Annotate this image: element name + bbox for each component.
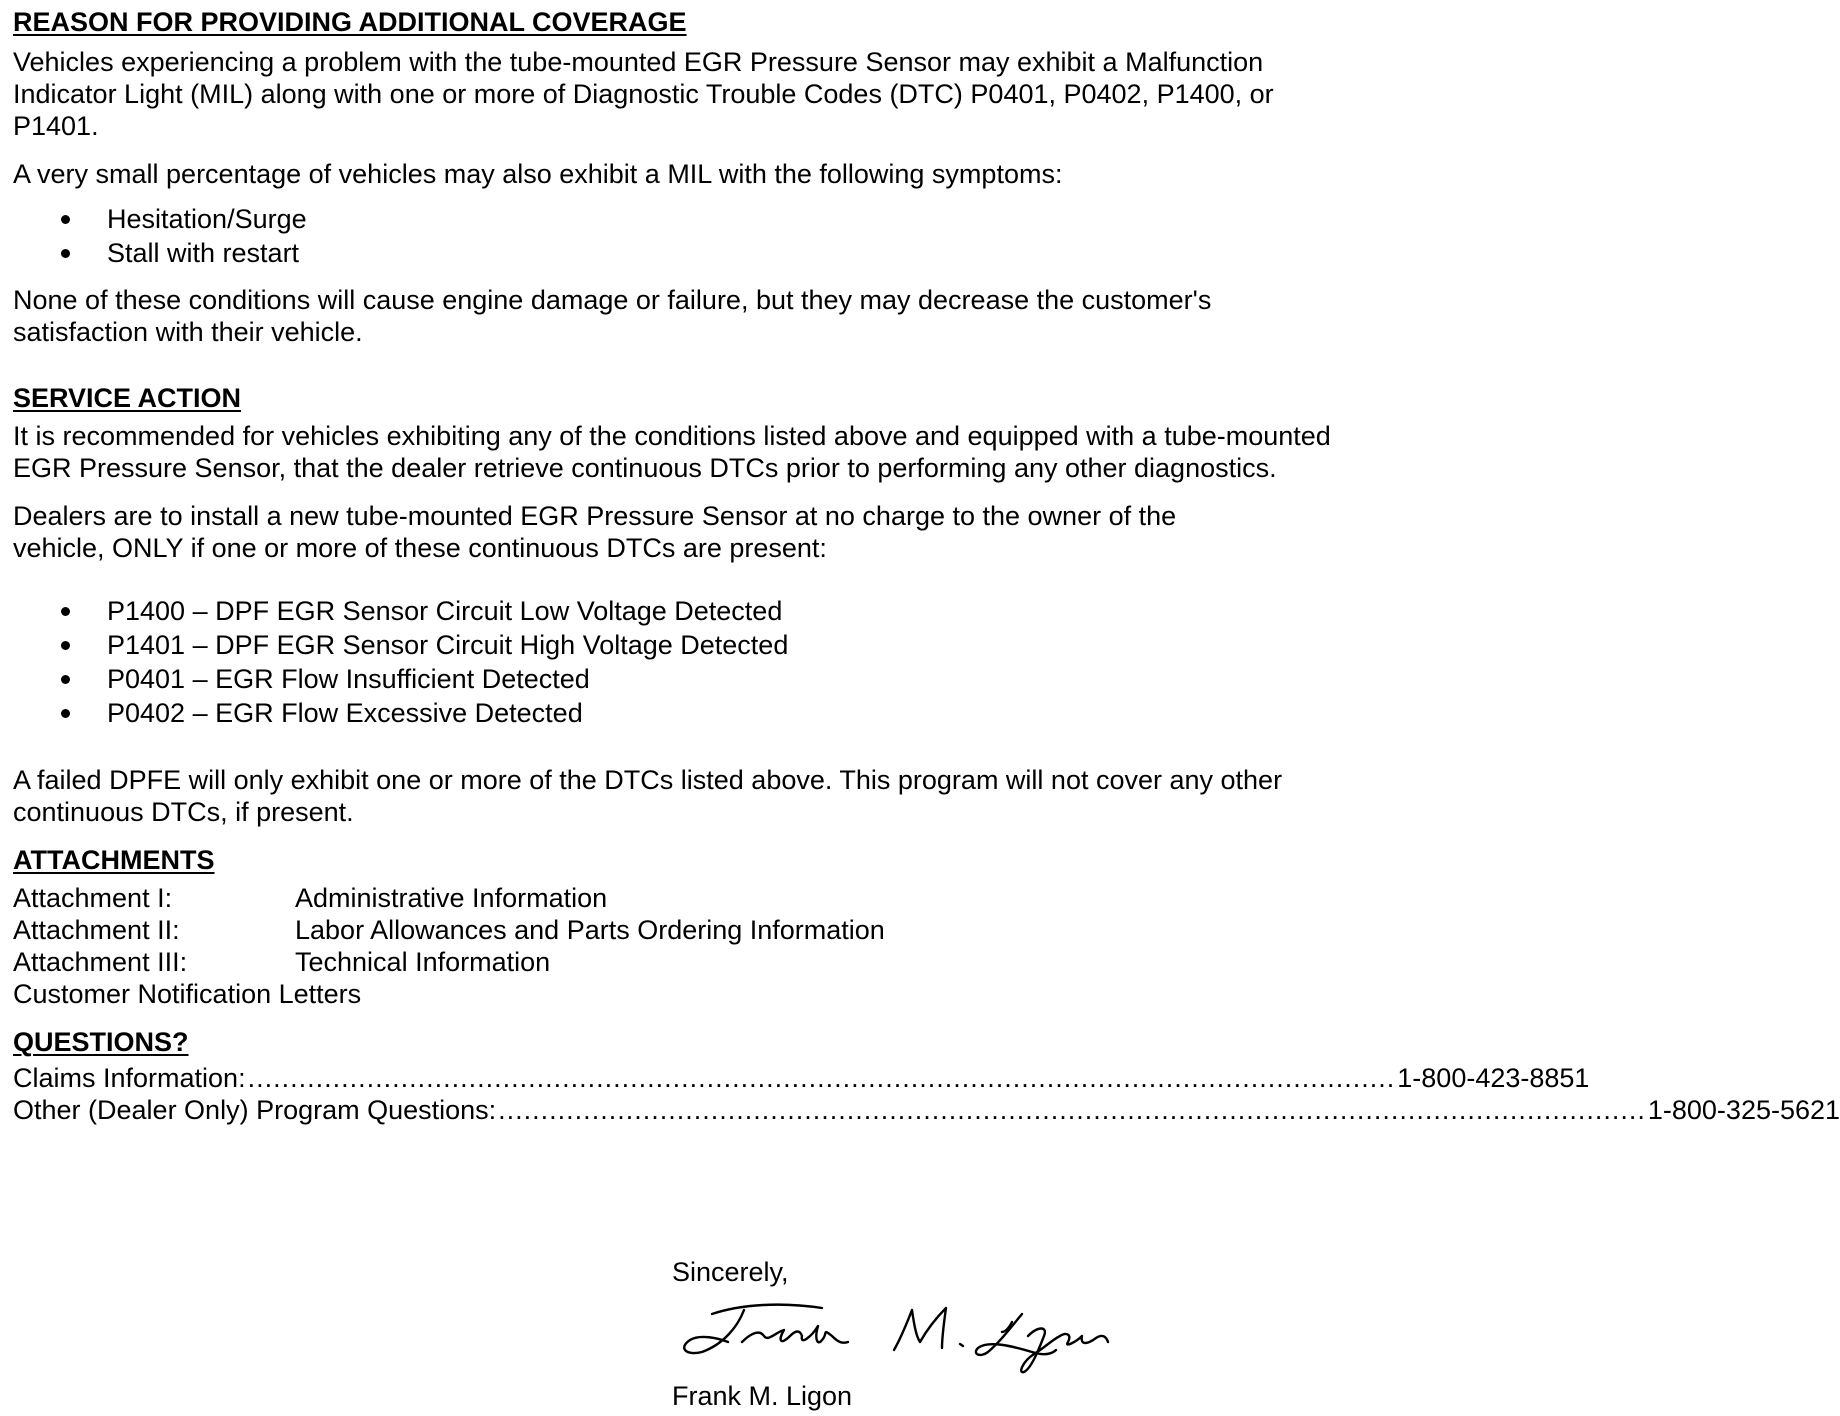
- list-item: P1401 – DPF EGR Sensor Circuit High Voltage Detected: [13, 628, 1331, 662]
- service-paragraph-1: It is recommended for vehicles exhibiting any of the conditions listed above and equipped with a tube-mounted EGR Pressure Sensor, that the dealer retrieve continuous DTCs prior to performing any other diagnostics.: [13, 421, 1331, 483]
- bullet-icon: [61, 641, 70, 650]
- attachment-row: [13, 914, 1331, 946]
- attachment-row: [13, 882, 1331, 914]
- contact-row: [13, 1094, 1840, 1126]
- attachment-row: [13, 946, 1331, 978]
- reason-paragraph-3: None of these conditions will cause engine damage or failure, but they may decrease the customer's satisfaction with their vehicle.: [13, 285, 1212, 347]
- attachment-label: Attachment I:: [13, 883, 173, 913]
- attachment-title: Labor Allowances and Parts Ordering Information: [295, 915, 885, 945]
- reason-paragraph-2: A very small percentage of vehicles may also exhibit a MIL with the following symptoms:: [13, 159, 1063, 189]
- contact-label: Claims Information:: [13, 1063, 246, 1093]
- bullet-icon: [61, 607, 70, 616]
- symptom-list: [13, 202, 1331, 270]
- reason-heading: REASON FOR PROVIDING ADDITIONAL COVERAGE: [13, 7, 687, 37]
- service-paragraph-2: Dealers are to install a new tube-mounted EGR Pressure Sensor at no charge to the owner of the vehicle, ONLY if one or more of these continuous DTCs are present:: [13, 501, 1177, 563]
- signer-name: Frank M. Ligon: [672, 1381, 853, 1411]
- closing-salutation: Sincerely,: [672, 1257, 789, 1287]
- customer-letters-row: [13, 978, 1331, 1010]
- attachment-title: Technical Information: [295, 947, 551, 977]
- contact-list: [13, 1062, 1840, 1126]
- list-item: P1400 – DPF EGR Sensor Circuit Low Voltage Detected: [13, 594, 1331, 628]
- contact-phone: 1-800-423-8851: [1397, 1063, 1590, 1093]
- contact-phone: 1-800-325-5621: [1647, 1095, 1840, 1125]
- bullet-icon: [61, 709, 70, 718]
- service-action-heading: SERVICE ACTION: [13, 383, 242, 413]
- list-item: Stall with restart: [13, 236, 1331, 270]
- customer-letters-label: Customer Notification Letters: [13, 979, 362, 1009]
- contact-row: [13, 1062, 1590, 1094]
- reason-paragraph-1: Vehicles experiencing a problem with the tube-mounted EGR Pressure Sensor may exhibit a Malfunction Indicator Light (MIL) along with one or more of Diagnostic Trouble Codes (DTC) P0401, P0402, P1400, or P1401.: [13, 47, 1274, 141]
- bullet-icon: [61, 215, 70, 224]
- bullet-icon: [61, 249, 70, 258]
- dot-leader: .......................................................................................................................................: [247, 1063, 1396, 1093]
- contact-label: Other (Dealer Only) Program Questions:: [13, 1095, 497, 1125]
- dtc-list: [13, 594, 1331, 730]
- service-paragraph-3: A failed DPFE will only exhibit one or more of the DTCs listed above. This program will not cover any other continuous DTCs, if present.: [13, 765, 1283, 827]
- list-item: Hesitation/Surge: [13, 202, 1331, 236]
- attachments-heading: ATTACHMENTS: [13, 845, 215, 875]
- signature-image: [672, 1296, 1112, 1380]
- bullet-icon: [61, 675, 70, 684]
- attachments-list: [13, 882, 1331, 1010]
- questions-heading: QUESTIONS?: [13, 1027, 189, 1057]
- list-item: P0401 – EGR Flow Insufficient Detected: [13, 662, 1331, 696]
- attachment-title: Administrative Information: [295, 883, 608, 913]
- letter-body: [13, 6, 1840, 1126]
- list-item: P0402 – EGR Flow Excessive Detected: [13, 696, 1331, 730]
- attachment-label: Attachment II:: [13, 915, 180, 945]
- attachment-label: Attachment III:: [13, 947, 188, 977]
- dot-leader: .......................................................................................................................................: [498, 1095, 1646, 1125]
